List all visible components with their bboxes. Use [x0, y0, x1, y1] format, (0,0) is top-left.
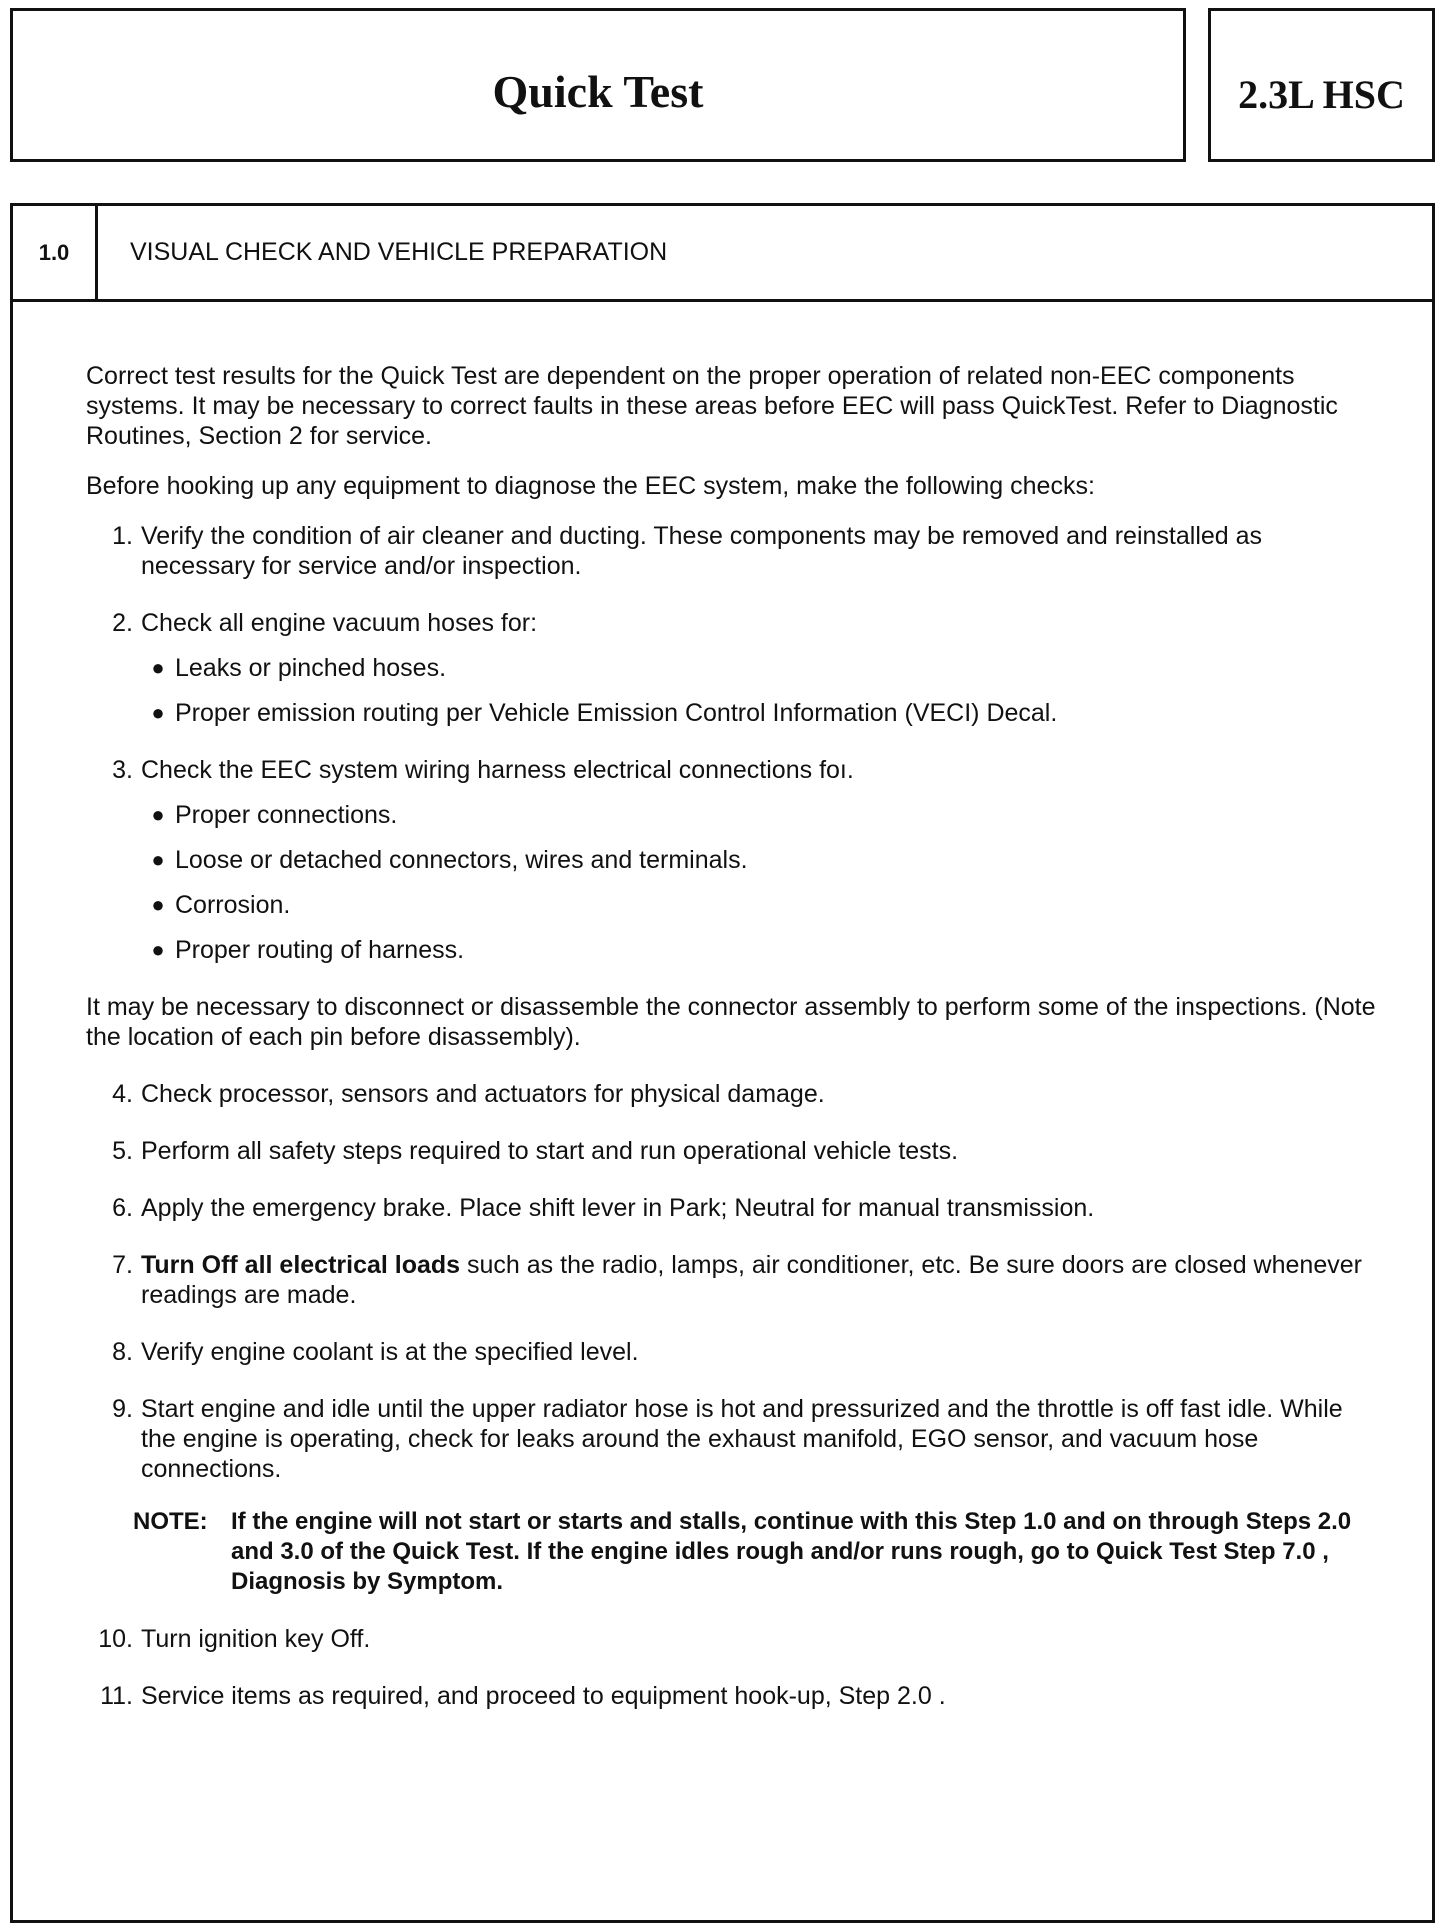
step-text: Service items as required, and proceed to equipment hook-up, Step 2.0 . [141, 1682, 946, 1710]
list-item [141, 845, 1382, 875]
engine-box [1208, 8, 1435, 162]
list-item [141, 935, 1382, 965]
list-item [141, 890, 1382, 920]
step-item [86, 1337, 1382, 1367]
procedure-content [86, 361, 1382, 1738]
step-item [86, 1681, 1382, 1711]
intro-paragraph: Correct test results for the Quick Test are dependent on the proper operation of related non-EEC components systems. It may be necessary to correct faults in these areas before EEC will pass QuickTest. Refer to Diagnostic Routines, Section 2 for service. [86, 362, 1338, 450]
section-header [13, 206, 1432, 302]
bullet-text: Proper emission routing per Vehicle Emission Control Information (VECI) Decal. [175, 699, 1058, 727]
bullet-icon: ● [151, 655, 165, 680]
step-item [86, 1136, 1382, 1166]
step-item [86, 1193, 1382, 1223]
bullet-text: Proper routing of harness. [175, 936, 465, 964]
step-text: Turn ignition key Off. [141, 1625, 371, 1653]
mid-paragraph: It may be necessary to disconnect or disassemble the connector assembly to perform some of the inspections. (Note the location of each pin before disassembly). [86, 993, 1376, 1051]
list-item [141, 800, 1382, 830]
step-item [86, 755, 1382, 965]
intro-paragraph: Before hooking up any equipment to diagnose the EEC system, make the following checks: [86, 472, 1095, 500]
step-number: 1. [112, 522, 133, 550]
step-item [86, 1624, 1382, 1654]
page-title: Quick Test [492, 66, 704, 117]
step-number: 5. [112, 1137, 133, 1165]
step-number: 7. [112, 1251, 133, 1279]
bullet-icon: ● [151, 700, 165, 725]
engine-label: 2.3L HSC [1238, 72, 1405, 117]
step-item [86, 521, 1382, 581]
note-label: NOTE: [133, 1508, 208, 1535]
bullet-icon: ● [151, 847, 165, 872]
bullet-icon: ● [151, 892, 165, 917]
step-number: 4. [112, 1080, 133, 1108]
bullet-icon: ● [151, 937, 165, 962]
step-item [86, 1250, 1382, 1310]
step-item [86, 1394, 1382, 1484]
step-number: 11. [100, 1682, 133, 1710]
section-number: 1.0 [13, 206, 98, 299]
step-text: Check the EEC system wiring harness electrical connections foı. [141, 756, 854, 784]
step-text: Verify the condition of air cleaner and ducting. These components may be removed and reinstalled as necessary for service and/or inspection. [141, 522, 1263, 580]
bullet-text: Corrosion. [175, 891, 291, 919]
step-number: 3. [112, 756, 133, 784]
step-text: Check processor, sensors and actuators for physical damage. [141, 1080, 825, 1108]
bullet-text: Loose or detached connectors, wires and terminals. [175, 846, 748, 874]
step-text: such as the radio, lamps, air conditioner, etc. Be sure doors are closed whenever readings are made. [141, 1251, 1362, 1309]
list-item [141, 653, 1382, 683]
step-item [86, 608, 1382, 728]
step-bold-text: Turn Off all electrical loads [141, 1251, 461, 1279]
step-text: Apply the emergency brake. Place shift lever in Park; Neutral for manual transmission. [141, 1194, 1095, 1222]
step-number: 6. [112, 1194, 133, 1222]
procedure-panel [10, 203, 1435, 1923]
bullet-text: Leaks or pinched hoses. [175, 654, 447, 682]
step-text: Perform all safety steps required to start and run operational vehicle tests. [141, 1137, 959, 1165]
step-text: Start engine and idle until the upper radiator hose is hot and pressurized and the throttle is off fast idle. While the engine is operating, check for leaks around the exhaust manifold, EGO sensor, and vacuum hose connections. [141, 1395, 1343, 1483]
note-block [133, 1507, 1382, 1597]
step-text: Check all engine vacuum hoses for: [141, 609, 538, 637]
step-item [86, 1079, 1382, 1109]
title-box [10, 8, 1186, 162]
bullet-text: Proper connections. [175, 801, 398, 829]
step-number: 9. [112, 1395, 133, 1423]
step-number: 8. [112, 1338, 133, 1366]
note-text: If the engine will not start or starts and stalls, continue with this Step 1.0 and on through Steps 2.0 and 3.0 of the Quick Test. If the engine idles rough and/or runs rough, go to Quick Test Step 7.0 , Diagnosis by Symptom. [231, 1508, 1352, 1595]
list-item [141, 698, 1382, 728]
bullet-icon: ● [151, 802, 165, 827]
step-number: 2. [112, 609, 133, 637]
section-title: VISUAL CHECK AND VEHICLE PREPARATION [130, 238, 668, 266]
step-text: Verify engine coolant is at the specified level. [141, 1338, 639, 1366]
step-number: 10. [98, 1625, 133, 1653]
